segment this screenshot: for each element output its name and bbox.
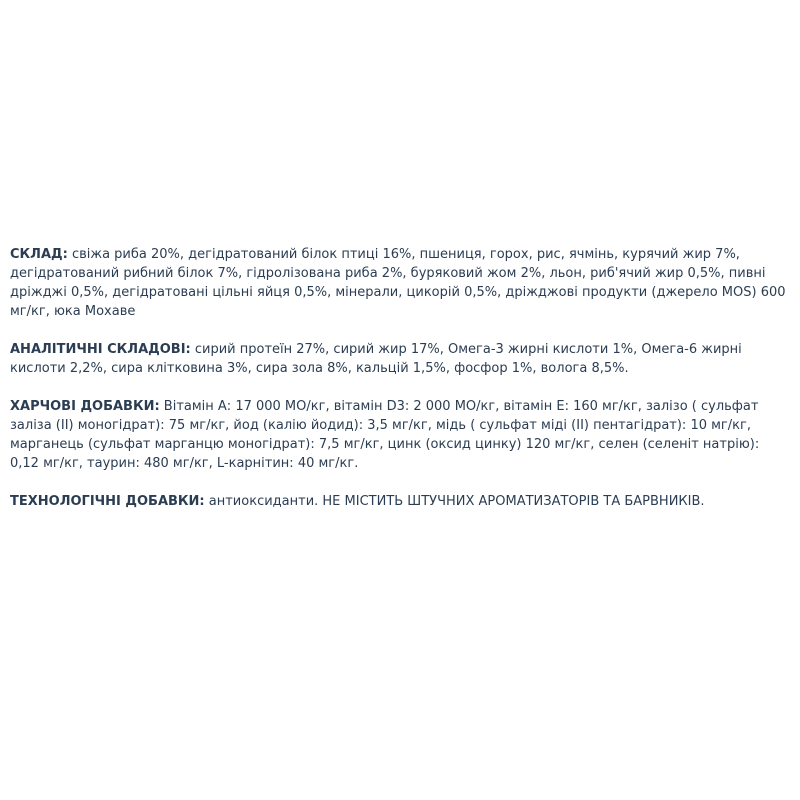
nutritional-additives-text: Вітамін А: 17 000 МО/кг, вітамін D3: 2 000 МО/кг, вітамін Е: 160 мг/кг, залізо ( сульфат заліза (II) моногідрат): 75 мг/кг, йод (калію йодид): 3,5 мг/кг, мідь ( сульфат міді (II) пентагідрат): 10 мг/кг, марганець (сульфат марганцю моногідрат): 7,5 мг/кг, цинк (оксид цинку) 120 мг/кг, селен (селеніт натрію): 0,12 мг/кг, таурин: 480 мг/кг, L-карнітин: 40 мг/кг. [10, 399, 760, 471]
composition-label: СКЛАД: [10, 247, 68, 262]
product-composition [10, 245, 790, 530]
composition-text: свіжа риба 20%, дегідратований білок птиці 16%, пшениця, горох, рис, ячмінь, курячий жир 7%, дегідратований рибний білок 7%, гідролізована риба 2%, буряковий жом 2%, льон, риб'ячий жир 0,5%, пивні дріжджі 0,5%, дегідратовані цільні яйця 0,5%, мінерали, цикорій 0,5%, дріжджові продукти (джерело MOS) 600 мг/кг, юка Мохаве [10, 247, 786, 319]
technological-additives-label: ТЕХНОЛОГІЧНІ ДОБАВКИ: [10, 494, 205, 509]
technological-additives-section [10, 492, 790, 511]
technological-additives-text: антиоксиданти. НЕ МІСТИТЬ ШТУЧНИХ АРОМАТИЗАТОРІВ ТА БАРВНИКІВ. [204, 494, 705, 509]
analytical-section [10, 340, 790, 378]
nutritional-additives-section [10, 397, 790, 473]
analytical-text: сирий протеїн 27%, сирий жир 17%, Омега-3 жирні кислоти 1%, Омега-6 жирні кислоти 2,2%, сира клітковина 3%, сира зола 8%, кальцій 1,5%, фосфор 1%, волога 8,5%. [10, 342, 742, 376]
composition-section [10, 245, 790, 321]
nutritional-additives-label: ХАРЧОВІ ДОБАВКИ: [10, 399, 160, 414]
analytical-label: АНАЛІТИЧНІ СКЛАДОВІ: [10, 342, 191, 357]
